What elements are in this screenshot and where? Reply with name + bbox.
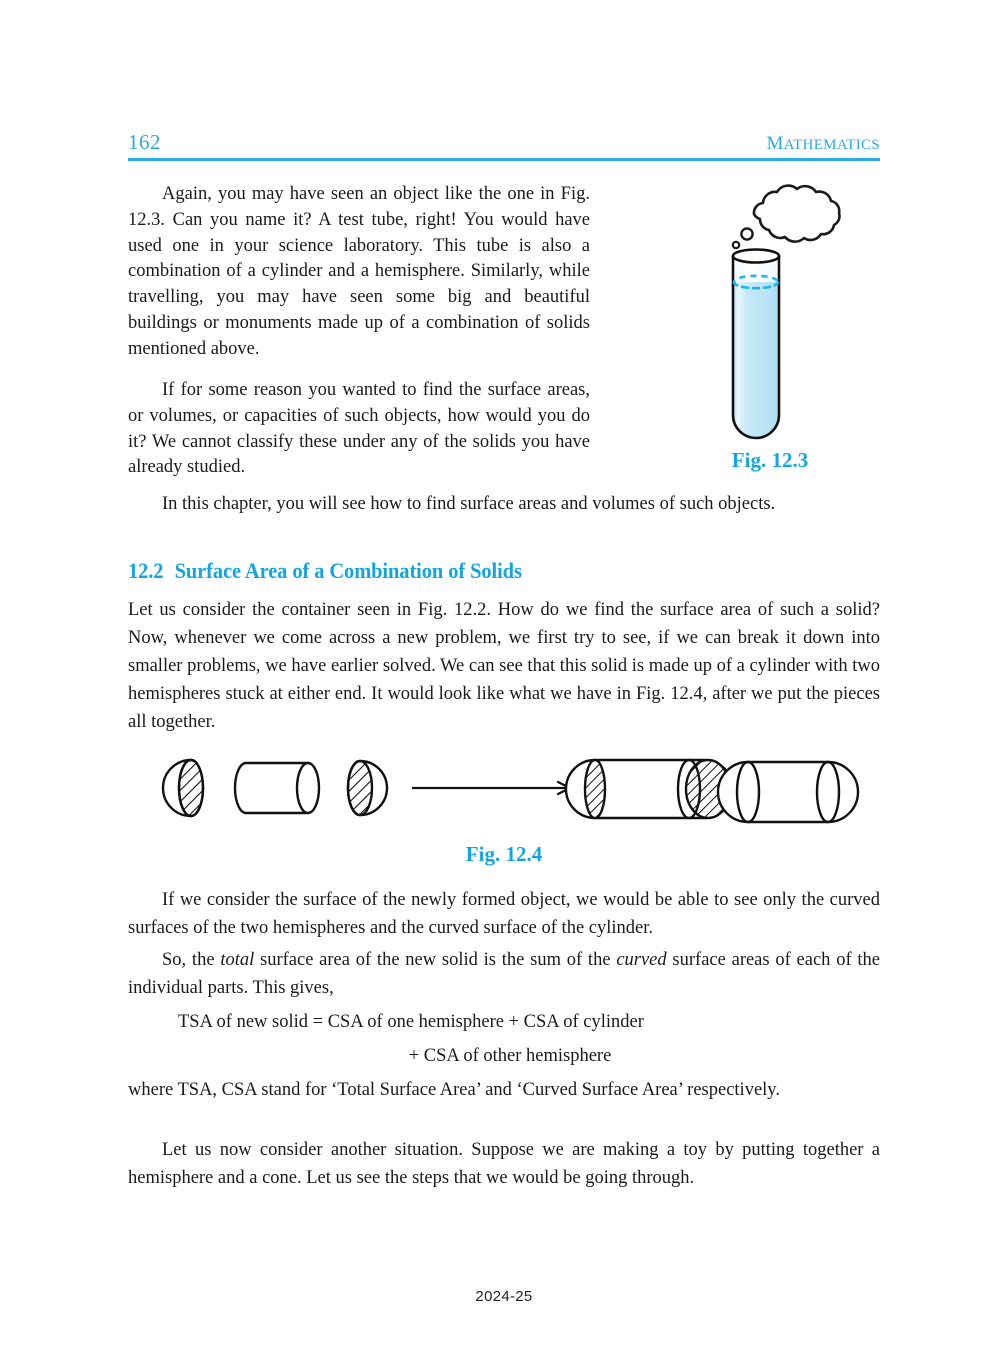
paragraph-2-block [128, 378, 590, 481]
paragraph-8: Let us now consider another situation. Suppose we are making a toy by putting together a hemisphere and a cone. Let us see the steps that we would be going through. [128, 1140, 880, 1188]
running-head [766, 133, 880, 155]
header-rule [128, 158, 880, 161]
running-head-initial: M [766, 133, 784, 154]
test-tube-rim [733, 250, 779, 263]
paragraph-2: If for some reason you wanted to find the surface areas, or volumes, or capacities of such objects, how would you do it? We cannot classify these under any of the solids you have already studied. [128, 380, 590, 478]
figure-12-4-caption: Fig. 12.4 [465, 842, 543, 866]
paragraph-8-block [128, 1136, 880, 1192]
paragraph-6 [128, 946, 880, 1002]
equation-line-2: + CSA of other hemisphere [408, 1046, 612, 1066]
paragraph-6-pre: So, the [162, 950, 221, 970]
paragraph-5-block [128, 886, 880, 942]
thought-bubble-dot-small [733, 242, 739, 248]
paragraph-6-emphasis-total: total [220, 950, 255, 970]
paragraph-6-post: surface areas of each of the individual parts. This gives, [128, 950, 880, 998]
section-number: 12.2 [128, 558, 164, 583]
figure-12-3-caption: Fig. 12.3 [731, 448, 809, 472]
paragraph-4-block [128, 596, 880, 736]
paragraph-1-block [128, 182, 590, 363]
paragraph-6-emphasis-curved: curved [616, 950, 667, 970]
equation-line-1: TSA of new solid = CSA of one hemisphere + CSA of cylinder [178, 1012, 644, 1032]
paragraph-3-block [128, 490, 880, 518]
paragraph-1: Again, you may have seen an object like the one in Fig. 12.3. Can you name it? A test tube, right! You would have used one in your science laboratory. This tube is also a combination of a cylinder and a hemisphere. Similarly, while travelling, you may have seen some big and beautiful buildings or monuments made up of a combination of solids mentioned above. [128, 184, 590, 359]
test-tube-liquid [730, 282, 784, 447]
arrow-1 [412, 782, 570, 794]
running-head-rest: ATHEMATICS [783, 137, 880, 153]
thought-bubble-dot-large [741, 228, 752, 239]
hemisphere-left-piece [163, 760, 203, 816]
section-title: Surface Area of a Combination of Solids [174, 558, 522, 583]
figure-12-4-final-solid [712, 748, 892, 836]
paragraph-5: If we consider the surface of the newly formed object, we would be able to see only the curved surfaces of the two hemispheres and the curved surface of the cylinder. [128, 890, 880, 938]
paragraph-7: where TSA, CSA stand for ‘Total Surface Area’ and ‘Curved Surface Area’ respectively. [128, 1080, 780, 1100]
figure-12-3 [650, 178, 890, 478]
paragraph-3: In this chapter, you will see how to find surface areas and volumes of such objects. [162, 494, 776, 514]
footer-year: 2024-25 [475, 1288, 533, 1305]
cylinder-piece [235, 763, 319, 813]
hemisphere-right-piece [348, 761, 387, 815]
section-heading [128, 558, 827, 584]
page-number: 162 [128, 130, 161, 154]
figure-12-3-drawing [650, 178, 890, 478]
thought-bubble-icon [754, 186, 840, 242]
paragraph-4: Let us consider the container seen in Fig. 12.2. How do we find the surface area of such a solid? Now, whenever we come across a new problem, we first try to see, if we can break it down into smaller problems, we have earlier solved. We can see that this solid is made up of a cylinder with two hemispheres stuck at either end. It would look like what we have in Fig. 12.4, after we put the pieces all together. [128, 600, 880, 732]
paragraph-7-block [128, 1076, 880, 1104]
paragraph-6-mid: surface area of the new solid is the sum of the [254, 950, 617, 970]
assembled-with-joints [566, 760, 733, 818]
paragraph-6-block [128, 946, 880, 1002]
